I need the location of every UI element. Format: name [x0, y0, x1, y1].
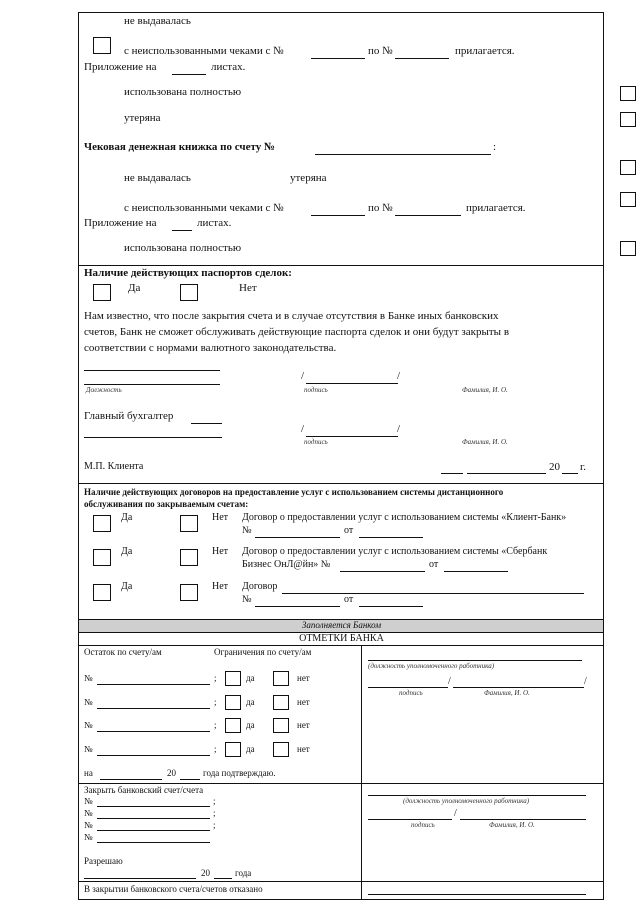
passports-paragraph-3: соответствии с нормами валютного законодательства. — [84, 342, 337, 354]
restriction-row2-no: нет — [297, 697, 310, 707]
divider-marks — [78, 645, 604, 646]
remote-row3-yes-checkbox[interactable] — [93, 584, 111, 601]
passports-paragraph-1: Нам известно, что после закрытия счета и в случае отсутствия в Банке иных банковских — [84, 310, 499, 322]
authorized2-name-caption: Фамилия, И. О. — [489, 821, 535, 829]
balance-header: Остаток по счету/ам — [84, 647, 162, 657]
divider-close — [78, 783, 604, 784]
name2-caption: Фамилия, И. О. — [462, 438, 508, 446]
confirm-date-field[interactable] — [100, 779, 162, 780]
authorized-sig-line[interactable] — [368, 687, 448, 688]
close-row2-no: № — [84, 808, 93, 818]
passports-yes-label: Да — [128, 282, 141, 294]
balance-row1-field[interactable] — [97, 684, 210, 685]
permit-suffix: года — [235, 868, 252, 878]
cheque1-appendix-label: Приложение на — [84, 61, 157, 73]
signature-slash-open: / — [301, 370, 305, 382]
remote-row1-yes-label: Да — [121, 512, 133, 523]
remote-row2-line2: Бизнес ОнЛ@йн» № — [242, 559, 331, 570]
cheque1-unused-checkbox[interactable] — [93, 37, 111, 54]
form-bottom-border — [78, 899, 604, 900]
form-left-border — [78, 12, 79, 900]
restriction-row3-yes: да — [246, 720, 255, 730]
client-stamp-label: М.П. Клиента — [84, 461, 144, 472]
authorized2-caption: (должность уполномоченного работника) — [403, 797, 530, 805]
position-line-1[interactable] — [84, 370, 220, 371]
cheque1-from-field[interactable] — [311, 58, 365, 59]
passports-no-label: Нет — [239, 282, 257, 294]
signature2-line[interactable] — [306, 436, 398, 437]
remote-row3-contract-field[interactable] — [282, 593, 584, 594]
cheque2-colon: : — [493, 141, 497, 153]
cheque2-unused-label: с неиспользованными чеками с № — [124, 202, 284, 214]
form-right-border — [603, 12, 604, 900]
cheque1-to-field[interactable] — [395, 58, 449, 59]
cheque2-not-issued: не выдавалась — [124, 172, 191, 184]
passports-paragraph-2: счетов, Банк не сможет обслуживать действующие паспорта сделок и они будут закрыты в — [84, 326, 510, 338]
remote-row2-number-field[interactable] — [340, 571, 425, 572]
signature-line[interactable] — [306, 383, 398, 384]
cheque1-sheets-label: листах. — [211, 61, 246, 73]
remote-row2-yes-label: Да — [121, 546, 133, 557]
remote-row1-no-sign: № — [242, 525, 252, 536]
cheque2-sheets-label: листах. — [197, 217, 232, 229]
date-year-label: 20 — [549, 461, 560, 473]
remote-row1-number-field[interactable] — [255, 537, 340, 538]
filled-by-bank-label: Заполняется Банком — [301, 620, 382, 630]
close-row2-field[interactable] — [97, 818, 210, 819]
restrictions-header: Ограничения по счету/ам — [214, 647, 312, 657]
restriction-row1-yes-checkbox[interactable] — [225, 671, 241, 686]
remote-row1-no-label: Нет — [212, 512, 229, 523]
close-row3-no: № — [84, 820, 93, 830]
chief-accountant-label: Главный бухгалтер — [84, 410, 174, 422]
passports-no-checkbox[interactable] — [180, 284, 198, 301]
cheque1-unused-label: с неиспользованными чеками с № — [124, 45, 284, 57]
signature2-caption: подпись — [304, 438, 328, 446]
remote-row3-yes-label: Да — [121, 581, 133, 592]
signature2-slash-open: / — [301, 423, 305, 435]
confirm-suffix: года подтверждаю. — [203, 768, 276, 778]
cheque2-attached: прилагается. — [466, 202, 526, 214]
close-row3-sep: ; — [213, 820, 216, 830]
close-row4-field[interactable] — [97, 842, 210, 843]
authorized-slash-1: / — [448, 676, 451, 687]
divider-refused — [78, 881, 604, 882]
date-day-field[interactable] — [441, 473, 463, 474]
restriction-row4-yes-checkbox[interactable] — [225, 742, 241, 757]
close-row1-sep: ; — [213, 796, 216, 806]
cheque1-sheets-field[interactable] — [172, 74, 206, 75]
remote-row3-no-checkbox[interactable] — [180, 584, 198, 601]
remote-row3-date-field[interactable] — [359, 606, 423, 607]
cheque1-not-issued: не выдавалась — [124, 15, 191, 27]
remote-row1-no-checkbox[interactable] — [180, 515, 198, 532]
signature2-slash-close: / — [397, 423, 401, 435]
authorized-caption: (должность уполномоченного работника) — [368, 662, 495, 670]
confirm-year-field[interactable] — [180, 779, 200, 780]
remote-row2-no-checkbox[interactable] — [180, 549, 198, 566]
divider-remote — [78, 483, 604, 484]
margin-checkbox-2[interactable] — [620, 112, 636, 127]
remote-row3-contract: Договор — [242, 581, 278, 592]
authorized-sig-caption: подпись — [399, 689, 423, 697]
remote-row1-date-field[interactable] — [359, 537, 423, 538]
authorized2-slash: / — [454, 808, 457, 819]
permit-year: 20 — [201, 868, 210, 878]
refused-field[interactable] — [368, 894, 586, 895]
margin-checkbox-4[interactable] — [620, 192, 636, 207]
restriction-row1-yes: да — [246, 673, 255, 683]
remote-row3-no-sign: № — [242, 594, 252, 605]
authorized-name-line[interactable] — [453, 687, 584, 688]
cheque1-lost: утеряна — [124, 112, 161, 124]
cheque2-appendix-label: Приложение на — [84, 217, 157, 229]
restriction-row2-no-checkbox[interactable] — [273, 695, 289, 710]
authorized-name-caption: Фамилия, И. О. — [484, 689, 530, 697]
position-caption: Должность — [86, 386, 122, 394]
balance-row1-no: № — [84, 673, 93, 683]
close-row3-field[interactable] — [97, 830, 210, 831]
balance-row2-field[interactable] — [97, 708, 210, 709]
confirm-year: 20 — [167, 768, 176, 778]
remote-row2-contract: Договор о предоставлении услуг с использованием системы «Сбербанк — [242, 546, 548, 557]
authorized2-sig-line[interactable] — [368, 819, 452, 820]
position-line-2[interactable] — [84, 384, 220, 385]
cheque2-from-field[interactable] — [311, 215, 365, 216]
restriction-row4-no: нет — [297, 744, 310, 754]
signature-slash-close: / — [397, 370, 401, 382]
remote-row1-from: от — [344, 525, 354, 536]
date-month-field[interactable] — [467, 473, 546, 474]
balance-row1-sep: ; — [214, 673, 217, 683]
date-year-field[interactable] — [562, 473, 578, 474]
balance-row4-sep: ; — [214, 744, 217, 754]
cheque2-lost: утеряна — [290, 172, 327, 184]
authorized2-position-field[interactable] — [368, 795, 586, 796]
cheque2-account-field[interactable] — [315, 154, 491, 155]
confirm-prefix: на — [84, 768, 93, 778]
close-row2-sep: ; — [213, 808, 216, 818]
restriction-row3-yes-checkbox[interactable] — [225, 718, 241, 733]
close-row4-no: № — [84, 832, 93, 842]
remote-row3-no-label: Нет — [212, 581, 229, 592]
remote-row1-contract: Договор о предоставлении услуг с использованием системы «Клиент-Банк» — [242, 512, 567, 523]
margin-checkbox-5[interactable] — [620, 241, 636, 256]
remote-row1-yes-checkbox[interactable] — [93, 515, 111, 532]
cheque1-used-fully: использована полностью — [124, 86, 242, 98]
close-row1-no: № — [84, 796, 93, 806]
restriction-row3-no: нет — [297, 720, 310, 730]
cheque2-to-label: по № — [368, 202, 393, 214]
remote-row2-date-field[interactable] — [444, 571, 508, 572]
remote-title-line2: обслуживания по закрываемым счетам: — [84, 499, 249, 509]
restriction-row4-yes: да — [246, 744, 255, 754]
restriction-row2-yes-checkbox[interactable] — [225, 695, 241, 710]
authorized-slash-2: / — [584, 676, 587, 687]
chief-accountant-field[interactable] — [191, 423, 222, 424]
balance-row3-field[interactable] — [97, 731, 210, 732]
permit-date-field[interactable] — [84, 878, 196, 879]
form-top-border — [78, 12, 604, 13]
remote-row2-yes-checkbox[interactable] — [93, 549, 111, 566]
divider-passports — [78, 265, 604, 266]
signature-caption: подпись — [304, 386, 328, 394]
balance-row3-no: № — [84, 720, 93, 730]
authorized-position-field[interactable] — [368, 660, 582, 661]
margin-checkbox-3[interactable] — [620, 160, 636, 175]
authorized2-sig-caption: подпись — [411, 821, 435, 829]
remote-row2-from: от — [429, 559, 439, 570]
remote-row3-number-field[interactable] — [255, 606, 340, 607]
restriction-row1-no: нет — [297, 673, 310, 683]
cheque2-title: Чековая денежная книжка по счету № — [84, 141, 276, 153]
restriction-row3-no-checkbox[interactable] — [273, 718, 289, 733]
close-row1-field[interactable] — [97, 806, 210, 807]
remote-row2-no-label: Нет — [212, 546, 229, 557]
restriction-row4-no-checkbox[interactable] — [273, 742, 289, 757]
name-caption: Фамилия, И. О. — [462, 386, 508, 394]
balance-row4-field[interactable] — [97, 755, 210, 756]
margin-checkbox-1[interactable] — [620, 86, 636, 101]
remote-row3-from: от — [344, 594, 354, 605]
balance-row3-sep: ; — [214, 720, 217, 730]
balance-row4-no: № — [84, 744, 93, 754]
chief-accountant-line-2[interactable] — [84, 437, 222, 438]
cheque1-to-label: по № — [368, 45, 393, 57]
cheque2-to-field[interactable] — [395, 215, 461, 216]
close-accounts-title: Закрыть банковский счет/счета — [84, 785, 204, 795]
passports-yes-checkbox[interactable] — [93, 284, 111, 301]
cheque1-attached: прилагается. — [455, 45, 515, 57]
permit-label: Разрешаю — [84, 856, 123, 866]
permit-year-field[interactable] — [214, 878, 232, 879]
restriction-row1-no-checkbox[interactable] — [273, 671, 289, 686]
bank-marks-title: ОТМЕТКИ БАНКА — [299, 633, 384, 644]
date-year-suffix: г. — [580, 461, 587, 473]
cheque2-sheets-field[interactable] — [172, 230, 192, 231]
restriction-row2-yes: да — [246, 697, 255, 707]
passports-title: Наличие действующих паспортов сделок: — [84, 267, 292, 279]
balance-row2-no: № — [84, 697, 93, 707]
balance-row2-sep: ; — [214, 697, 217, 707]
bank-column-divider — [361, 645, 362, 899]
cheque2-used-fully: использована полностью — [124, 242, 242, 254]
remote-title-line1: Наличие действующих договоров на предоставление услуг с использованием системы дистанционного — [84, 487, 504, 497]
refused-label: В закрытии банковского счета/счетов отказано — [84, 884, 263, 894]
authorized2-name-line[interactable] — [460, 819, 586, 820]
